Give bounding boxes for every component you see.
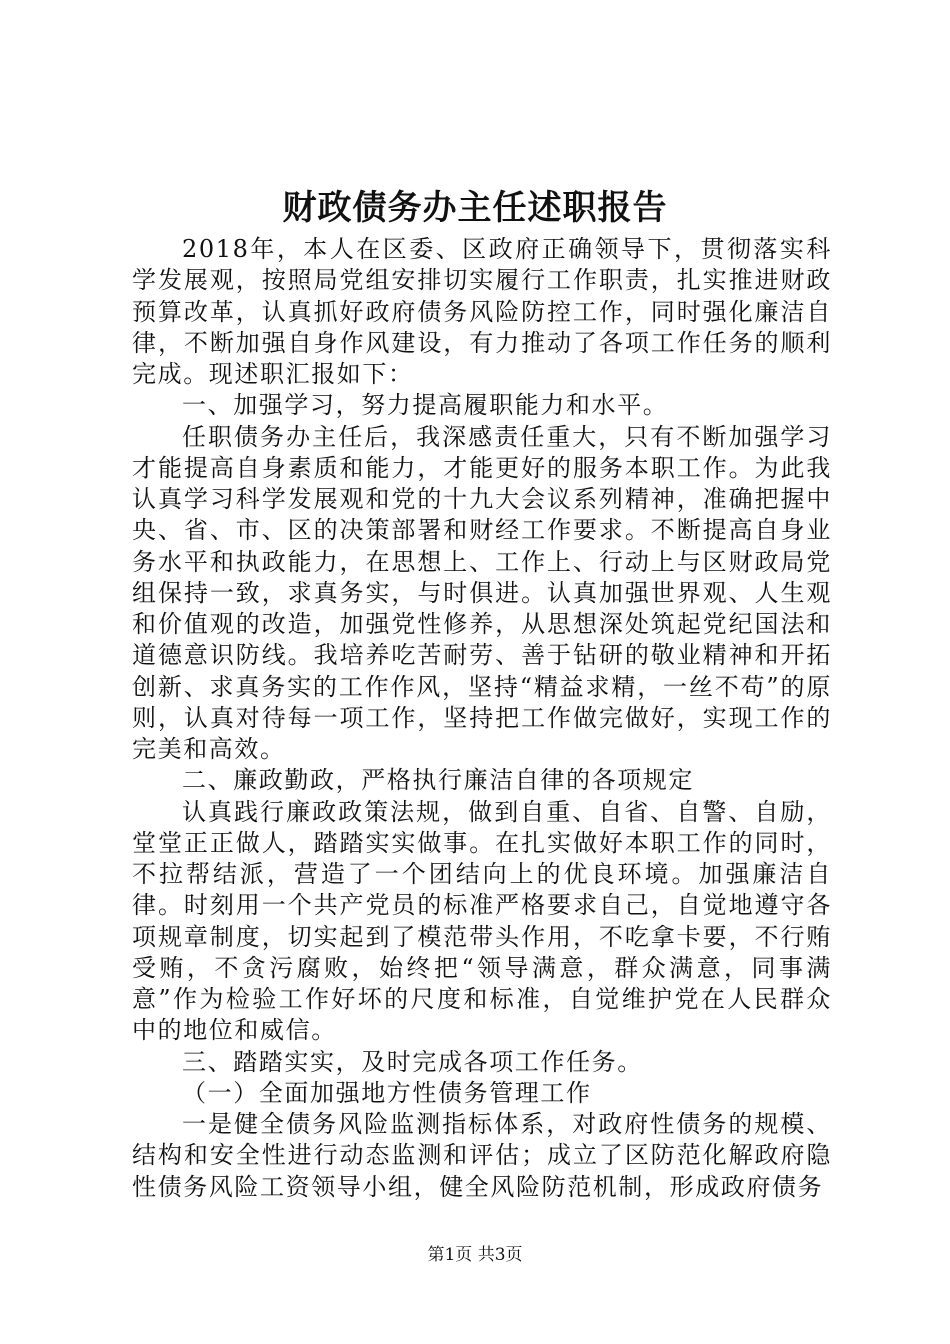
paragraph-intro: 2018年，本人在区委、区政府正确领导下，贯彻落实科学发展观，按照局党组安排切实履行工作职责，扎实推进财政预算改革，认真抓好政府债务风险防控工作，同时强化廉洁自律，不断加强自身作风建设，有力推动了各项工作任务的顺利完成。现述职汇报如下：	[132, 235, 832, 388]
page-number-footer: 第1页 共3页	[427, 1245, 523, 1265]
section-heading-1: 一、加强学习，努力提高履职能力和水平。	[182, 391, 669, 420]
paragraph-integrity: 认真践行廉政政策法规，做到自重、自省、自警、自励，堂堂正正做人，踏踏实实做事。在扎实做好本职工作的同时，不拉帮结派，营造了一个团结向上的优良环境。加强廉洁自律。时刻用一个共产党员的标准严格要求自己，自觉地遵守各项规章制度，切实起到了模范带头作用，不吃拿卡要，不行贿受贿，不贪污腐败，始终把“领导满意，群众满意，同事满意”作为检验工作好坏的尺度和标准，自觉维护党在人民群众中的地位和威信。	[132, 797, 832, 1045]
section-heading-2: 二、廉政勤政，严格执行廉洁自律的各项规定	[182, 766, 694, 795]
document-body	[132, 234, 832, 1203]
paragraph-study: 任职债务办主任后，我深感责任重大，只有不断加强学习才能提高自身素质和能力，才能更好的服务本职工作。为此我认真学习科学发展观和党的十九大会议系列精神，准确把握中央、省、市、区的决策部署和财经工作要求。不断提高自身业务水平和执政能力，在思想上、工作上、行动上与区财政局党组保持一致，求真务实，与时俱进。认真加强世界观、人生观和价值观的改造，加强党性修养，从思想深处筑起党纪国法和道德意识防线。我培养吃苦耐劳、善于钻研的敬业精神和开拓创新、求真务实的工作作风，坚持“精益求精，一丝不苟”的原则，认真对待每一项工作，坚持把工作做完做好，实现工作的完美和高效。	[132, 422, 832, 763]
paragraph-debt-monitoring: 一是健全债务风险监测指标体系，对政府性债务的规模、结构和安全性进行动态监测和评估；成立了区防范化解政府隐性债务风险工资领导小组，健全风险防范机制，形成政府债务	[132, 1110, 832, 1201]
section-heading-3: 三、踏踏实实，及时完成各项工作任务。	[182, 1047, 643, 1076]
subsection-heading-1: （一）全面加强地方性债务管理工作	[182, 1078, 592, 1107]
document-title: 财政债务办主任述职报告	[282, 188, 668, 228]
